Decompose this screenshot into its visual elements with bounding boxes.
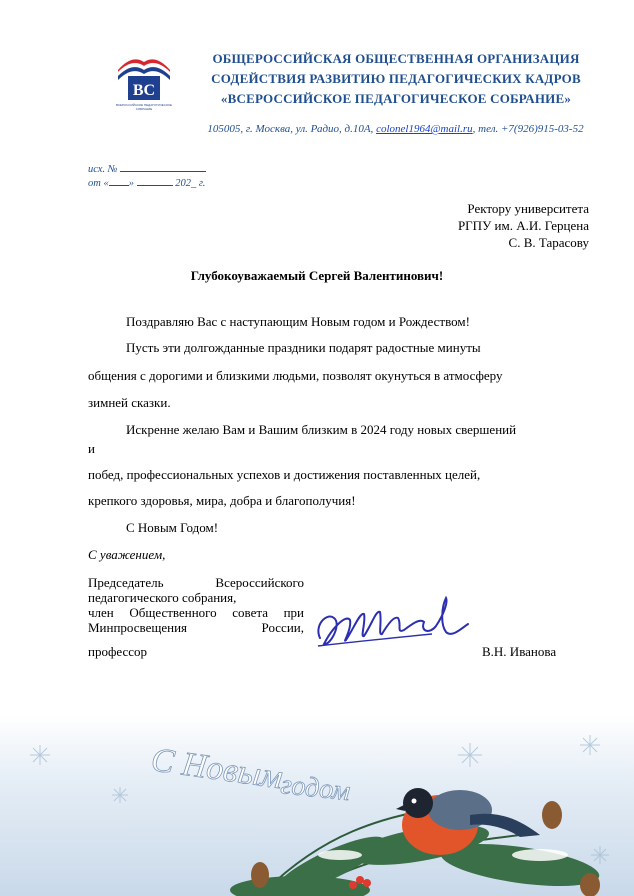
outgoing-number-label: исх. № <box>88 164 118 175</box>
blank-line <box>120 162 206 172</box>
body-paragraph: зимней сказки. <box>88 395 171 410</box>
email-link[interactable]: colonel1964@mail.ru <box>376 123 473 135</box>
body-paragraph: общения с дорогими и близкими людьми, позволят окунуться в атмосферу <box>88 368 503 383</box>
new-year-card-illustration <box>0 715 634 896</box>
body-paragraph: Поздравляю Вас с наступающим Новым годом и Рождеством! <box>126 314 470 329</box>
card-text-line-2: годом <box>279 769 352 808</box>
body-paragraph: крепкого здоровья, мира, добра и благополучия! <box>88 493 356 508</box>
blank-line <box>109 176 129 186</box>
signatory-name: В.Н. Иванова <box>482 644 557 659</box>
signatory-title: Минпросвещения России, <box>88 620 304 635</box>
closing: С уважением, <box>88 547 166 562</box>
blank-line <box>137 176 173 186</box>
signatory-title: Председатель Всероссийского <box>88 575 304 590</box>
svg-text:СОБРАНИЕ: СОБРАНИЕ <box>135 107 153 111</box>
signatory-title: член Общественного совета при <box>88 605 304 620</box>
addressee-line-1: Ректору университета <box>467 201 589 216</box>
date-suffix: 202_ г. <box>175 178 206 189</box>
body-paragraph: Искренне желаю Вам и Вашим близким в 2024 году новых свершений <box>126 422 517 437</box>
outgoing-number <box>88 162 206 175</box>
svg-text:ВС: ВС <box>132 82 156 99</box>
body-paragraph: побед, профессиональных успехов и достижения поставленных целей, <box>88 467 481 482</box>
card-text-line-1: С Новым <box>148 741 285 797</box>
organization-logo <box>112 50 176 112</box>
org-name-line-1: ОБЩЕРОССИЙСКАЯ ОБЩЕСТВЕННАЯ ОРГАНИЗАЦИЯ <box>212 51 580 66</box>
signatory-title: профессор <box>88 644 148 659</box>
date-mid: » <box>128 178 134 189</box>
phone-text: , тел. +7(926)915-03-52 <box>472 123 584 135</box>
addressee-line-3: С. В. Тарасову <box>508 235 589 250</box>
org-name-line-2: СОДЕЙСТВИЯ РАЗВИТИЮ ПЕДАГОГИЧЕСКИХ КАДРОВ <box>211 71 581 86</box>
body-paragraph: С Новым Годом! <box>126 520 219 535</box>
signatory-title: педагогического собрания, <box>88 590 237 605</box>
org-name-line-3: «ВСЕРОССИЙСКОЕ ПЕДАГОГИЧЕСКОЕ СОБРАНИЕ» <box>220 91 572 106</box>
body-paragraph: Пусть эти долгожданные праздники подарят радостные минуты <box>126 340 481 355</box>
addressee-line-2: РГПУ им. А.И. Герцена <box>457 218 589 233</box>
salutation: Глубокоуважаемый Сергей Валентинович! <box>190 268 444 283</box>
handwritten-signature <box>312 588 472 660</box>
contact-line <box>188 123 603 135</box>
outgoing-date <box>88 176 205 189</box>
svg-text:ВСЕРОССИЙСКОЕ ПЕДАГОГИЧЕСКОЕ: ВСЕРОССИЙСКОЕ ПЕДАГОГИЧЕСКОЕ <box>115 103 173 107</box>
date-prefix: от « <box>88 178 109 189</box>
address-text: 105005, г. Москва, ул. Радио, д.10А, <box>207 123 374 135</box>
body-paragraph: и <box>88 441 95 456</box>
